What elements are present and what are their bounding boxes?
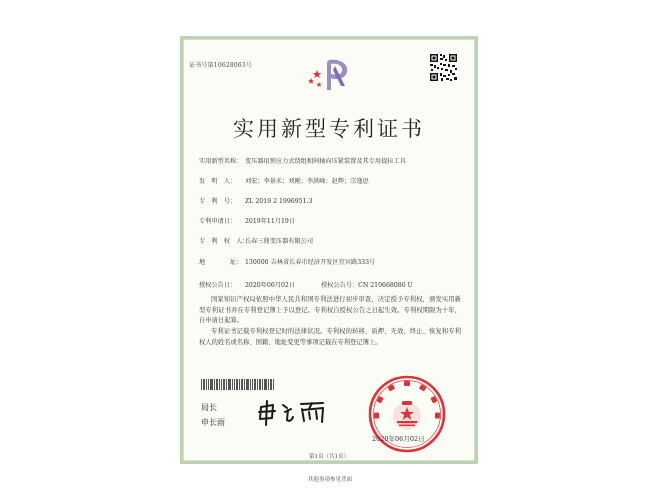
field-value: 2020年06月02日 xyxy=(245,282,296,289)
field-label: 专 利 号： xyxy=(199,198,237,205)
field-label: 发 明 人： xyxy=(199,178,237,185)
field-value: 变压器用预应力式绕组相间轴向压紧装置及其专用提拉工具 xyxy=(245,158,406,165)
field-label: 地 址： xyxy=(199,259,243,266)
footer-note: 其他事项参见背面 xyxy=(307,477,352,483)
field-grant-date xyxy=(199,280,413,289)
grant-statement-paragraph: 国家知识产权局依照中华人民共和国专利法进行初步审查，决定授予专利权，颁发实用新型专利证书并在专利登记簿上予以登记。专利权自授权公告之日起生效。专利权期限为十年，自申请日起算。 xyxy=(199,296,461,324)
qr-code-icon xyxy=(429,53,458,82)
field-patent-number xyxy=(199,196,312,205)
field-label: 授权公告日： xyxy=(199,282,237,289)
field-address xyxy=(199,257,375,266)
field-value: 130000 吉林省长春市经济开发区宜宾路333号 xyxy=(245,259,376,266)
certificate-number: 证书号第10628063号 xyxy=(189,62,253,69)
field-inventors xyxy=(199,176,369,185)
field-patentee xyxy=(199,236,313,245)
page-number: 第1页（共1页） xyxy=(309,454,349,460)
field-label: 专 利 权 人： xyxy=(199,238,249,245)
field-value: ZL 2019 2 1996951.3 xyxy=(245,198,313,205)
field-label: 实用新型名称： xyxy=(199,158,243,165)
field-value: 刘宏；李景禾；刘刚；李洪峰；赵辉；宗逸思 xyxy=(245,178,369,185)
field-value: 长春三鼎变压器有限公司 xyxy=(245,238,314,245)
director-name: 申长雨 xyxy=(201,418,225,427)
field-application-date xyxy=(199,216,295,225)
field-value: CN 210668086 U xyxy=(358,282,413,289)
director-title: 局长 xyxy=(201,403,217,412)
seal-date: 2020年06月02日 xyxy=(372,435,425,443)
field-label: 授权公告号： xyxy=(321,282,359,289)
certificate-title: 实用新型专利证书 xyxy=(233,117,425,141)
field-utility-model-name xyxy=(199,156,406,165)
director-signature xyxy=(255,398,329,426)
field-label: 专利申请日： xyxy=(199,218,237,225)
patent-office-logo xyxy=(305,56,355,92)
field-value: 2019年11月19日 xyxy=(245,218,296,225)
barcode-icon xyxy=(201,379,275,390)
legal-status-paragraph: 专利证书记载专利权登记时的法律状况。专利权的转移、质押、无效、终止、恢复和专利权人的姓名或名称、国籍、地址变更等事项记载在专利登记簿上。 xyxy=(199,328,461,346)
